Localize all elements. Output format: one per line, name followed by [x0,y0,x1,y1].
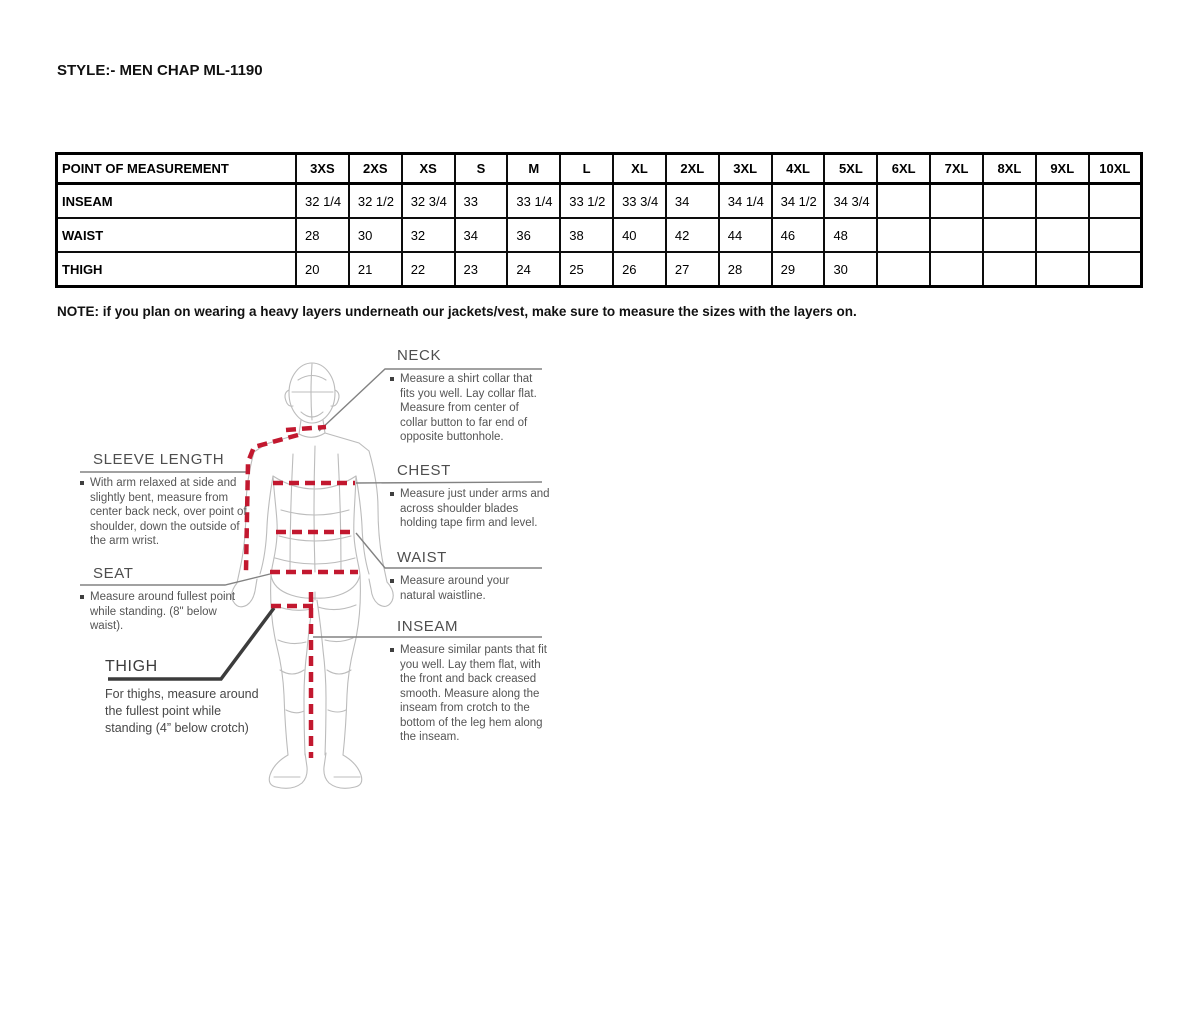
col-header-xl: XL [613,154,666,184]
table-row-thigh [57,252,1142,287]
col-header-5xl: 5XL [824,154,877,184]
inseam-value-2xs: 32 1/2 [349,184,402,219]
chest-desc: Measure just under arms and across shoulder blades holding tape firm and level. [400,488,550,529]
row-label-thigh: THIGH [57,252,297,287]
thigh-value-3xl: 28 [719,252,772,287]
thigh-label: THIGH [105,658,158,675]
inseam-value-m: 33 1/4 [507,184,560,219]
inseam-label: INSEAM [397,618,459,635]
inseam-value-l: 33 1/2 [560,184,613,219]
sleeve-length-note [80,476,250,549]
seat-note [80,590,238,634]
waist-value-4xl: 46 [772,218,825,252]
col-header-point-of-measurement: POINT OF MEASUREMENT [57,154,297,184]
inseam-desc: Measure similar pants that fit you well. Lay them flat, with the front and back creased smooth. Measure along the inseam from crotch to the bottom of the leg hem along the inseam. [400,644,548,743]
waist-desc: Measure around your natural waistline. [400,575,510,602]
inseam-note [390,643,550,745]
inseam-value-5xl: 34 3/4 [824,184,877,219]
col-header-4xl: 4XL [772,154,825,184]
layers-note: NOTE: if you plan on wearing a heavy layers underneath our jackets/vest, make sure to measure the sizes with the layers on. [57,304,857,319]
col-header-2xl: 2XL [666,154,719,184]
waist-value-s: 34 [455,218,508,252]
row-label-inseam: INSEAM [57,184,297,219]
thigh-value-2xl: 27 [666,252,719,287]
waist-value-10xl [1089,218,1142,252]
page-title: STYLE:- MEN CHAP ML-1190 [57,62,263,79]
waist-value-3xl: 44 [719,218,772,252]
neck-label: NECK [397,347,442,364]
chest-label: CHEST [397,462,451,479]
inseam-value-4xl: 34 1/2 [772,184,825,219]
waist-value-9xl [1036,218,1089,252]
table-row-inseam [57,184,1142,219]
thigh-value-7xl [930,252,983,287]
col-header-6xl: 6XL [877,154,930,184]
col-header-l: L [560,154,613,184]
seat-desc: Measure around fullest point while standing. (8" below waist). [90,591,236,632]
thigh-value-9xl [1036,252,1089,287]
inseam-value-s: 33 [455,184,508,219]
col-header-xs: XS [402,154,455,184]
inseam-value-7xl [930,184,983,219]
waist-value-3xs: 28 [296,218,349,252]
inseam-value-xs: 32 3/4 [402,184,455,219]
waist-note [390,574,542,603]
thigh-desc: For thighs, measure around the fullest point while standing (4” below crotch) [105,687,259,735]
inseam-value-8xl [983,184,1036,219]
col-header-9xl: 9XL [1036,154,1089,184]
thigh-value-10xl [1089,252,1142,287]
thigh-value-3xs: 20 [296,252,349,287]
thigh-value-5xl: 30 [824,252,877,287]
sleeve-length-label: SLEEVE LENGTH [93,451,225,468]
col-header-s: S [455,154,508,184]
col-header-m: M [507,154,560,184]
seat-label: SEAT [93,565,134,582]
inseam-value-2xl: 34 [666,184,719,219]
sleeve-length-desc: With arm relaxed at side and slightly bent, measure from center back neck, over point of shoulder, down the outside of the arm wrist. [90,477,247,547]
inseam-value-xl: 33 3/4 [613,184,666,219]
col-header-8xl: 8XL [983,154,1036,184]
waist-label: WAIST [397,549,447,566]
thigh-value-4xl: 29 [772,252,825,287]
thigh-value-2xs: 21 [349,252,402,287]
col-header-7xl: 7XL [930,154,983,184]
inseam-value-6xl [877,184,930,219]
row-label-waist: WAIST [57,218,297,252]
thigh-value-8xl [983,252,1036,287]
thigh-note [105,686,265,737]
inseam-value-10xl [1089,184,1142,219]
bullet-icon [390,579,394,583]
waist-value-6xl [877,218,930,252]
bullet-icon [390,377,394,381]
waist-value-m: 36 [507,218,560,252]
waist-value-7xl [930,218,983,252]
col-header-3xs: 3XS [296,154,349,184]
size-table-header-row [57,154,1142,184]
waist-value-2xs: 30 [349,218,402,252]
inseam-value-3xs: 32 1/4 [296,184,349,219]
col-header-3xl: 3XL [719,154,772,184]
bullet-icon [390,648,394,652]
bullet-icon [390,492,394,496]
size-table [55,152,1143,288]
col-header-2xs: 2XS [349,154,402,184]
thigh-value-6xl [877,252,930,287]
inseam-value-9xl [1036,184,1089,219]
bullet-icon [80,595,84,599]
inseam-value-3xl: 34 1/4 [719,184,772,219]
table-row-waist [57,218,1142,252]
waist-value-5xl: 48 [824,218,877,252]
thigh-value-m: 24 [507,252,560,287]
neck-note [390,372,548,445]
bullet-icon [80,481,84,485]
thigh-value-xs: 22 [402,252,455,287]
chest-note [390,487,552,531]
neck-measure-line [286,427,326,430]
chest-leader-line [356,482,542,483]
waist-value-xs: 32 [402,218,455,252]
col-header-10xl: 10XL [1089,154,1142,184]
waist-leader-line [356,533,542,568]
waist-value-l: 38 [560,218,613,252]
thigh-value-s: 23 [455,252,508,287]
waist-value-8xl [983,218,1036,252]
measurement-diagram [68,340,548,795]
neck-desc: Measure a shirt collar that fits you well. Lay collar flat. Measure from center of collar button to far end of opposite buttonhole. [400,373,537,443]
thigh-value-xl: 26 [613,252,666,287]
waist-value-xl: 40 [613,218,666,252]
thigh-value-l: 25 [560,252,613,287]
waist-value-2xl: 42 [666,218,719,252]
